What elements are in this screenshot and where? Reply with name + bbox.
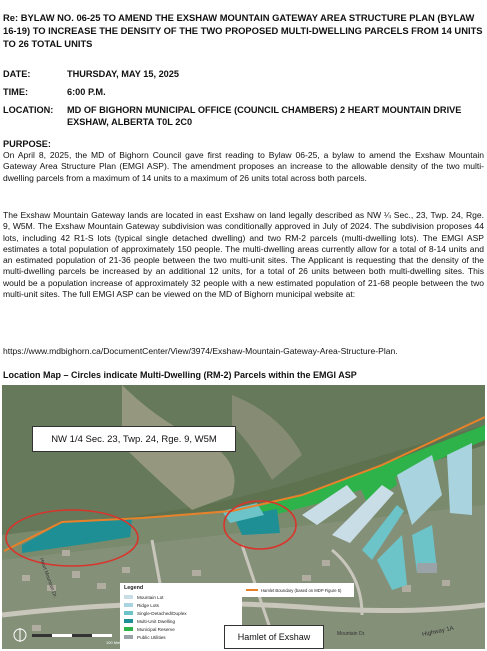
- date-row: [3, 68, 483, 80]
- legend-title: Legend: [124, 585, 144, 591]
- legend-swatch: [124, 635, 133, 640]
- legend-label: Multi-Unit Dwelling: [137, 618, 176, 624]
- road-label-mountain-dr: Mountain Dr.: [337, 631, 366, 637]
- legend-swatch: [124, 611, 133, 616]
- location-label: LOCATION:: [3, 105, 54, 115]
- asp-url-link[interactable]: https://www.mdbighorn.ca/DocumentCenter/View/3974/Exshaw-Mountain-Gateway-Area-Structure-Plan.: [3, 346, 398, 356]
- map-graphic: [2, 385, 485, 649]
- boundary-line-swatch: [246, 589, 258, 591]
- legend-item: [124, 594, 164, 600]
- scale-label: 100 Metres: [106, 640, 127, 645]
- purpose-paragraph-2: The Exshaw Mountain Gateway lands are located in east Exshaw on land legally described as NW ¼ Sec., 23, Twp. 24, Rge. 9, W5M. The Exshaw Mountain Gateway subdivision was conditionally approved in July of 2024. The subdivision proposes 44 lots, including 42 R1-S lots (typical single detached dwelling) and two RM-2 parcels (multi-dwelling lots). The EMGI ASP estimates a total population of approximately 150 people. The multi-dwelling areas currently allow for a total of 8-14 units and an estimated population of 21-36 people between the two multi-unit sites. The Applicant is requesting that the density of the multi-dwelling parcels be increased by an additional 12 units, for a total of 26 units between both multi-dwelling sites. This would be a population increase of approximately 32 people with a new estimated population of 21-68 people between the two multi-unit sites. The full EMGI ASP can be viewed on the MD of Bighorn municipal website at:: [3, 210, 484, 300]
- legend-item: [124, 602, 159, 608]
- purpose-heading: PURPOSE:: [3, 139, 51, 149]
- legal-description-text: NW 1/4 Sec. 23, Twp. 24, Rge. 9, W5M: [51, 433, 217, 445]
- legend-item: [124, 618, 175, 624]
- legal-description-callout: [32, 426, 236, 452]
- legend-label: Single-Detached/Duplex: [137, 610, 187, 616]
- legend-item: [124, 626, 175, 632]
- legend-label: Municipal Reserve: [137, 626, 175, 632]
- legend-item: [124, 610, 187, 616]
- time-value: 6:00 P.M.: [67, 87, 106, 97]
- hamlet-callout: [224, 625, 324, 649]
- legend-swatch: [124, 619, 133, 624]
- location-value: MD OF BIGHORN MUNICIPAL OFFICE (COUNCIL CHAMBERS) 2 HEART MOUNTAIN DRIVE EXSHAW, ALBERTA T0L 2C0: [67, 105, 462, 127]
- purpose-paragraph-1: On April 8, 2025, the MD of Bighorn Council gave first reading to Bylaw 06-25, a bylaw to amend the Exshaw Mountain Gateway Area Structure Plan (EMGI ASP). The amendment proposes an increase to the allowable density of the two multi-dwelling parcels from a maximum of 14 units to a maximum of 26 units total across both parcels.: [3, 150, 484, 183]
- notice-title: Re: BYLAW NO. 06-25 TO AMEND THE EXSHAW MOUNTAIN GATEWAY AREA STRUCTURE PLAN (BYLAW 16-19) TO INCREASE THE DENSITY OF THE TWO PROPOSED MULTI-DWELLING PARCELS FROM 14 UNITS TO 26 TOTAL UNITS: [3, 12, 483, 49]
- hamlet-callout-text: Hamlet of Exshaw: [237, 632, 311, 642]
- location-row: [3, 104, 483, 130]
- date-value: THURSDAY, MAY 15, 2025: [67, 69, 180, 79]
- legend-label: Ridge Lots: [137, 602, 159, 608]
- location-map: [2, 385, 485, 649]
- legend-swatch: [124, 627, 133, 632]
- time-row: [3, 86, 483, 98]
- legend-swatch: [124, 603, 133, 608]
- time-label: TIME:: [3, 87, 29, 97]
- legend-label: Public Utilities: [137, 634, 166, 640]
- legend-item: [124, 634, 166, 640]
- legend-label: Mountain Lot: [137, 594, 164, 600]
- map-title: Location Map – Circles indicate Multi-Dwelling (RM-2) Parcels within the EMGI ASP: [3, 370, 357, 380]
- boundary-legend-label: Hamlet Boundary (based on MDP Figure 5): [261, 587, 342, 593]
- date-label: DATE:: [3, 69, 31, 79]
- road-label-heart-mountain: Heart Mountain Dr.: [37, 557, 58, 599]
- road-label-highway: Highway 1A: [421, 625, 455, 639]
- legend-swatch: [124, 595, 133, 600]
- boundary-legend: [242, 583, 354, 597]
